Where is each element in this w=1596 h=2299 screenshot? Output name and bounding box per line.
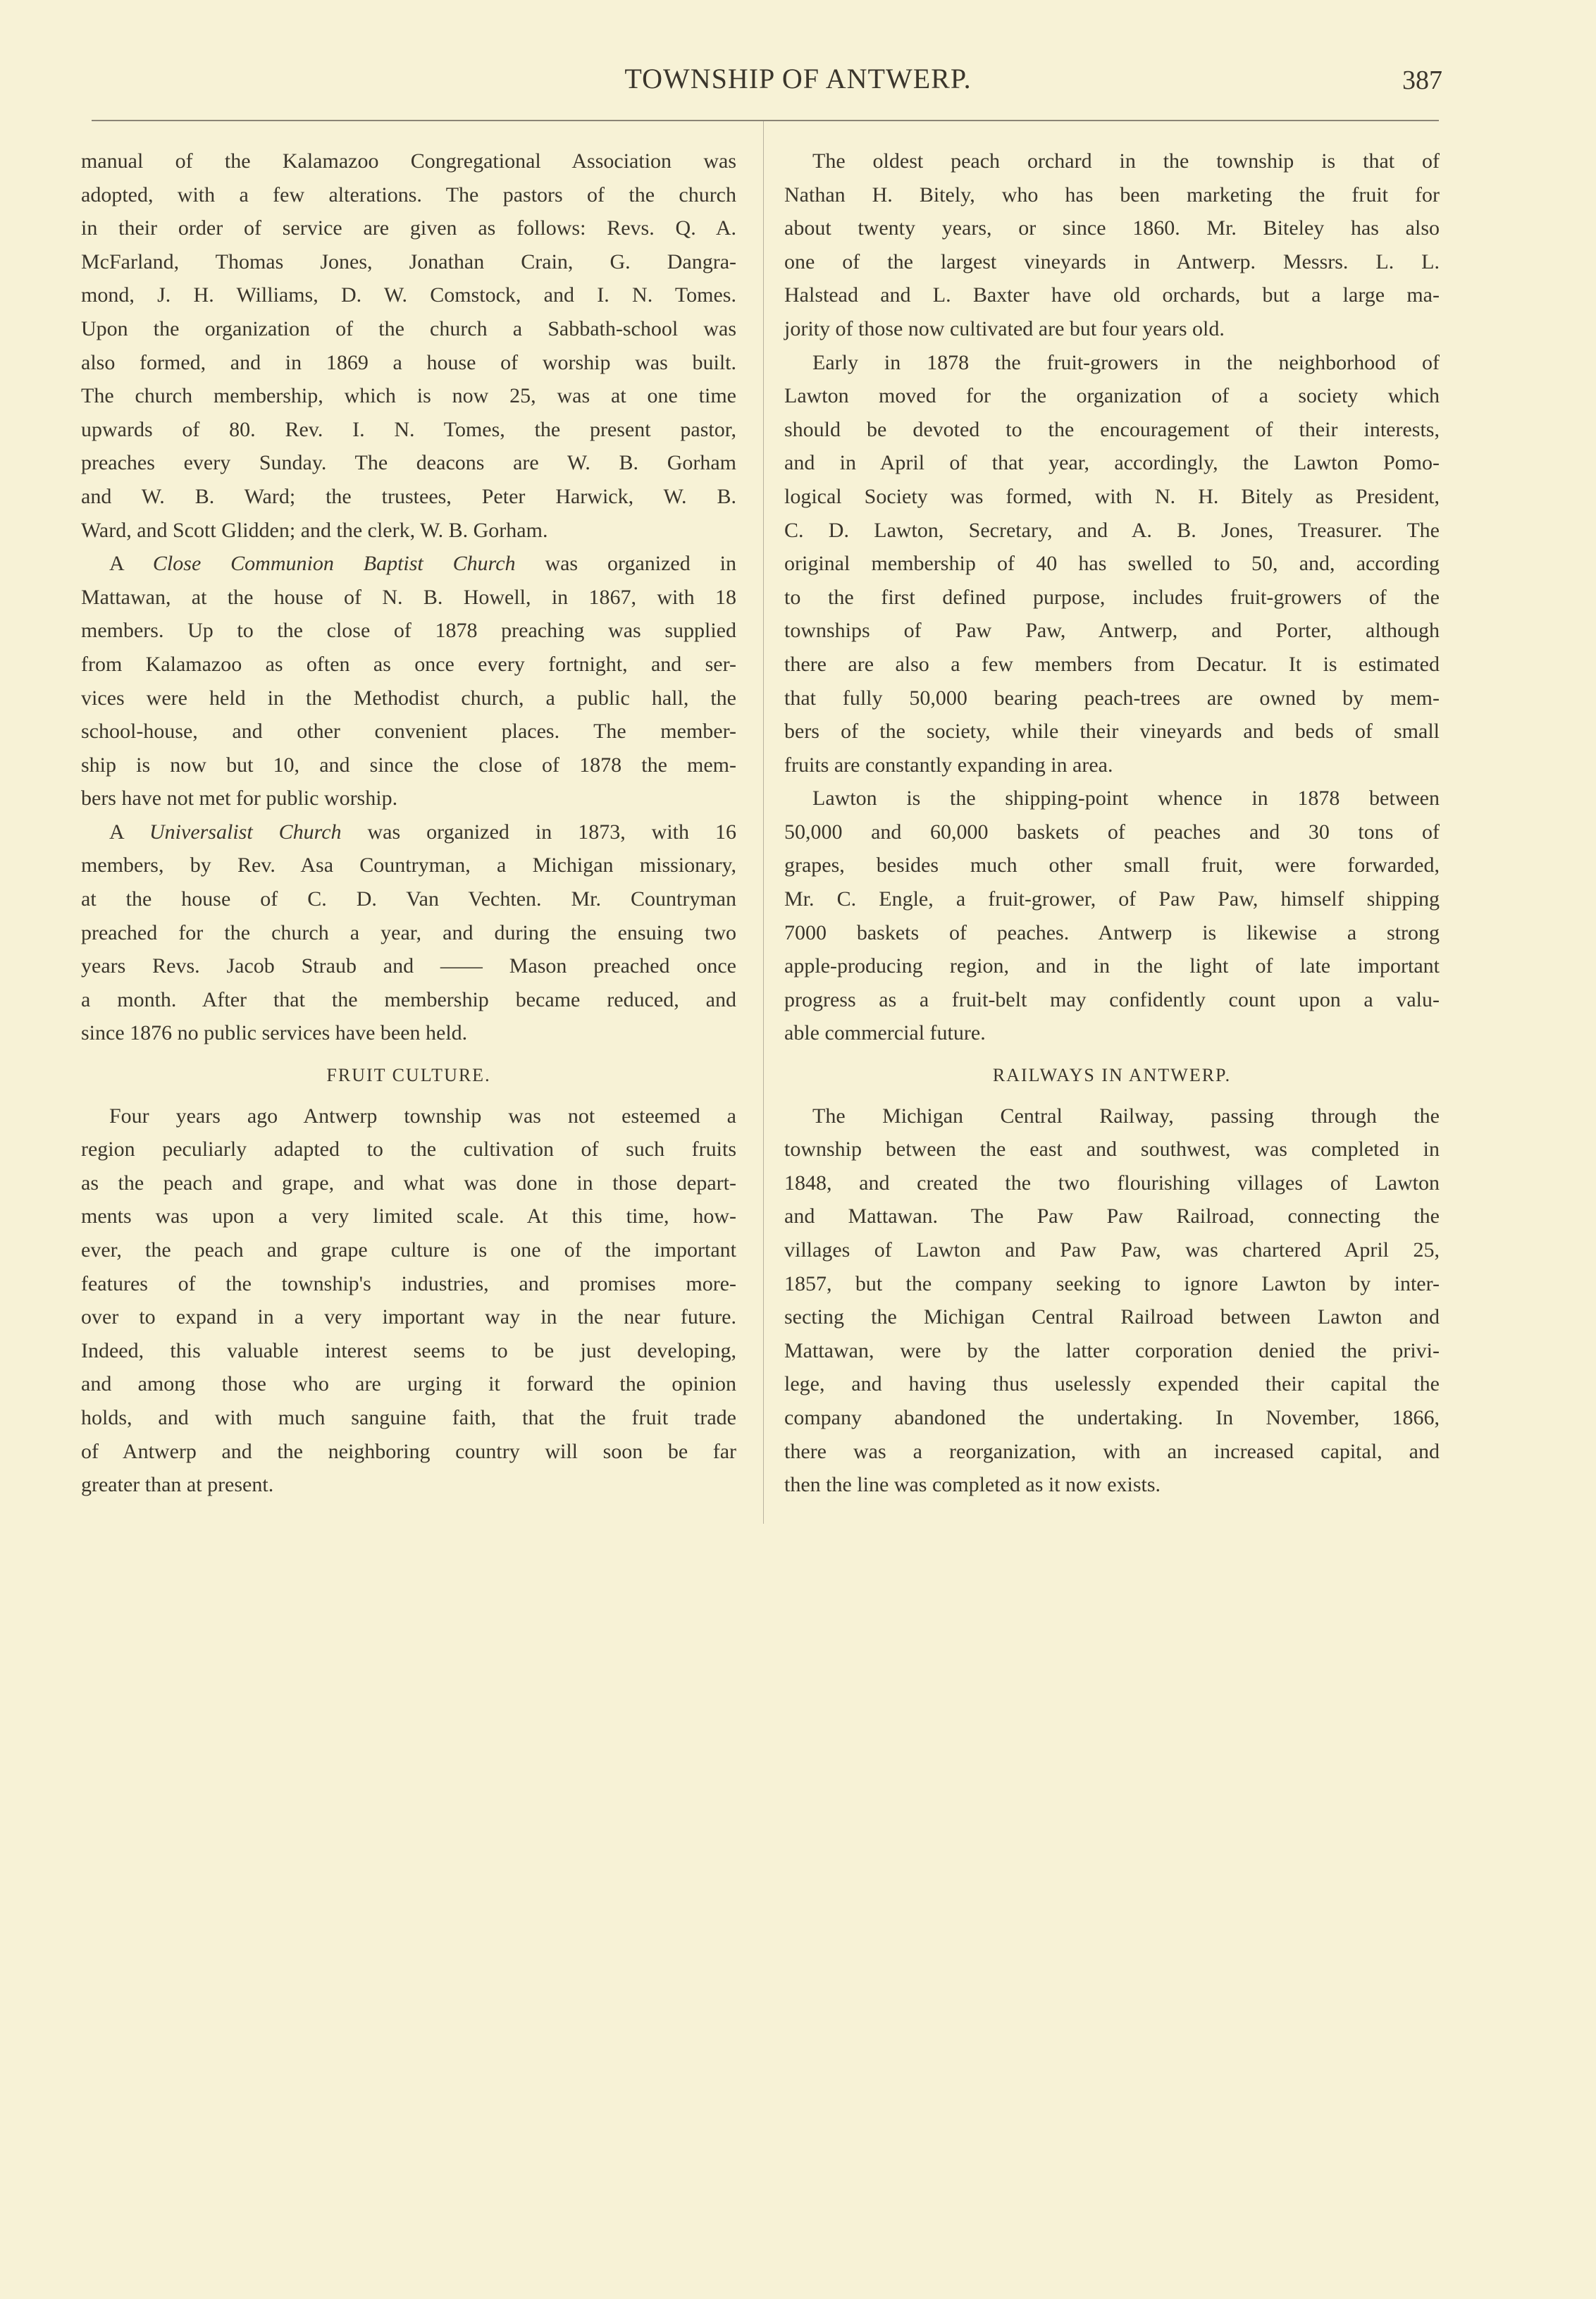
paragraph [81,815,736,1050]
text-segment: was organized in 1873, with 16 [341,820,736,844]
column-divider [763,121,764,1524]
text-segment: A [109,820,149,844]
text-line: school-house, and other convenient places. The member- [81,720,736,744]
text-line: fruits are constantly expanding in area. [784,753,1113,777]
text-line: progress as a fruit-belt may confidently count upon a valu- [784,987,1440,1011]
text-line: at the house of C. D. Van Vechten. Mr. Countryman [81,887,736,911]
paragraph [81,1099,736,1502]
text-line: and W. B. Ward; the trustees, Peter Harwick, W. B. [81,484,736,508]
text-line: ship is now but 10, and since the close of 1878 the mem- [81,753,736,777]
text-line: there are also a few members from Decatur. It is estimated [784,652,1440,676]
paragraph [784,346,1440,782]
text-line: should be devoted to the encouragement of their interests, [784,417,1440,441]
text-line: also formed, and in 1869 a house of worship was built. [81,350,736,374]
paragraph [81,547,736,815]
text-line: original membership of 40 has swelled to 50, and, according [784,552,1440,576]
text-line: grapes, besides much other small fruit, were forwarded, [784,853,1440,877]
text-line: apple-producing region, and in the light of late important [784,954,1440,978]
text-line: over to expand in a very important way in the near future. [81,1305,736,1329]
text-line: upwards of 80. Rev. I. N. Tomes, the present pastor, [81,417,736,441]
text-line: Nathan H. Bitely, who has been marketing the fruit for [784,183,1440,207]
paragraph [784,1099,1440,1502]
text-line: features of the township's industries, and promises more- [81,1271,736,1295]
text-line: townships of Paw Paw, Antwerp, and Porter, although [784,619,1440,643]
text-line: The oldest peach orchard in the township is that of [812,149,1440,173]
italic-church-name: Close Communion Baptist Church [152,552,516,576]
text-line: Mr. C. Engle, a fruit-grower, of Paw Paw, himself shipping [784,887,1440,911]
text-line: The Michigan Central Railway, passing through the [812,1104,1440,1128]
text-line: and in April of that year, accordingly, the Lawton Pomo- [784,451,1440,475]
text-line: Halstead and L. Baxter have old orchards, but a large ma- [784,283,1440,307]
text-line: and Mattawan. The Paw Paw Railroad, connecting the [784,1204,1440,1228]
left-column [81,144,736,1502]
text-line: since 1876 no public services have been held. [81,1021,468,1045]
text-line: about twenty years, or since 1860. Mr. Biteley has also [784,216,1440,240]
text-line: members, by Rev. Asa Countryman, a Michigan missionary, [81,853,736,877]
text-line: members. Up to the close of 1878 preaching was supplied [81,619,736,643]
text-line: from Kalamazoo as often as once every fortnight, and ser- [81,652,736,676]
text-line: bers have not met for public worship. [81,787,398,810]
text-line: there was a reorganization, with an increased capital, and [784,1439,1440,1463]
text-line: 50,000 and 60,000 baskets of peaches and 30 tons of [784,820,1440,844]
text-line: a month. After that the membership became reduced, and [81,987,736,1011]
text-line: township between the east and southwest, was completed in [784,1138,1440,1161]
text-line: one of the largest vineyards in Antwerp. Messrs. L. L. [784,249,1440,273]
text-line: Four years ago Antwerp township was not esteemed a [109,1104,736,1128]
text-line: in their order of service are given as follows: Revs. Q. A. [81,216,736,240]
text-line: manual of the Kalamazoo Congregational Association was [81,149,736,173]
text-line: villages of Lawton and Paw Paw, was chartered April 25, [784,1238,1440,1262]
section-heading: RAILWAYS IN ANTWERP. [992,1065,1232,1086]
text-line: 1848, and created the two flourishing villages of Lawton [784,1171,1440,1195]
text-line: able commercial future. [784,1021,986,1045]
text-line: bers of the society, while their vineyards and beds of small [784,720,1440,744]
section-heading: FRUIT CULTURE. [326,1065,491,1086]
text-line: Mattawan, at the house of N. B. Howell, in 1867, with 18 [81,585,736,609]
page-number: 387 [1402,66,1442,95]
text-line: Upon the organization of the church a Sabbath-school was [81,316,736,340]
text-line: then the line was completed as it now exists. [784,1473,1161,1497]
text-line: years Revs. Jacob Straub and —— Mason preached once [81,954,736,978]
text-line: Ward, and Scott Glidden; and the clerk, W. B. Gorham. [81,518,548,542]
text-line: Mattawan, were by the latter corporation denied the privi- [784,1338,1440,1362]
text-line: Lawton moved for the organization of a society which [784,384,1440,408]
text-line: vices were held in the Methodist church, a public hall, the [81,686,736,710]
text-line: ments was upon a very limited scale. At this time, how- [81,1204,736,1228]
paragraph [784,144,1440,346]
text-line: region peculiarly adapted to the cultivation of such fruits [81,1138,736,1161]
text-line: ever, the peach and grape culture is one of the important [81,1238,736,1262]
text-line: 7000 baskets of peaches. Antwerp is likewise a strong [784,920,1440,944]
header-rule [92,120,1439,121]
text-line [81,815,736,849]
text-line: and among those who are urging it forward the opinion [81,1372,736,1396]
text-line: preaches every Sunday. The deacons are W. B. Gorham [81,451,736,475]
text-line: jority of those now cultivated are but four years old. [784,316,1225,340]
right-column [784,144,1440,1502]
text-line [81,547,736,581]
text-segment: A [109,552,153,576]
text-line: lege, and having thus uselessly expended their capital the [784,1372,1440,1396]
text-line: C. D. Lawton, Secretary, and A. B. Jones, Treasurer. The [784,518,1440,542]
text-line: of Antwerp and the neighboring country will soon be far [81,1439,736,1463]
text-line: Early in 1878 the fruit-growers in the neighborhood of [812,350,1440,374]
text-line: adopted, with a few alterations. The pastors of the church [81,183,736,207]
paragraph [81,144,736,547]
text-line: mond, J. H. Williams, D. W. Comstock, and I. N. Tomes. [81,283,736,307]
text-line: secting the Michigan Central Railroad between Lawton and [784,1305,1440,1329]
text-line: to the first defined purpose, includes fruit-growers of the [784,585,1440,609]
italic-church-name: Universalist Church [149,820,342,844]
text-line: that fully 50,000 bearing peach-trees are owned by mem- [784,686,1440,710]
text-segment: was organized in [515,552,736,576]
text-line: 1857, but the company seeking to ignore Lawton by inter- [784,1271,1440,1295]
text-line: Lawton is the shipping-point whence in 1878 between [812,787,1440,810]
text-line: preached for the church a year, and during the ensuing two [81,920,736,944]
text-line: The church membership, which is now 25, was at one time [81,384,736,408]
text-line: holds, and with much sanguine faith, that the fruit trade [81,1405,736,1429]
text-line: logical Society was formed, with N. H. Bitely as President, [784,484,1440,508]
text-line: company abandoned the undertaking. In November, 1866, [784,1405,1440,1429]
text-line: McFarland, Thomas Jones, Jonathan Crain, G. Dangra- [81,249,736,273]
running-head-title: TOWNSHIP OF ANTWERP. [624,63,972,94]
text-line: greater than at present. [81,1473,274,1497]
text-line: Indeed, this valuable interest seems to be just developing, [81,1338,736,1362]
text-line: as the peach and grape, and what was done in those depart- [81,1171,736,1195]
paragraph [784,782,1440,1050]
